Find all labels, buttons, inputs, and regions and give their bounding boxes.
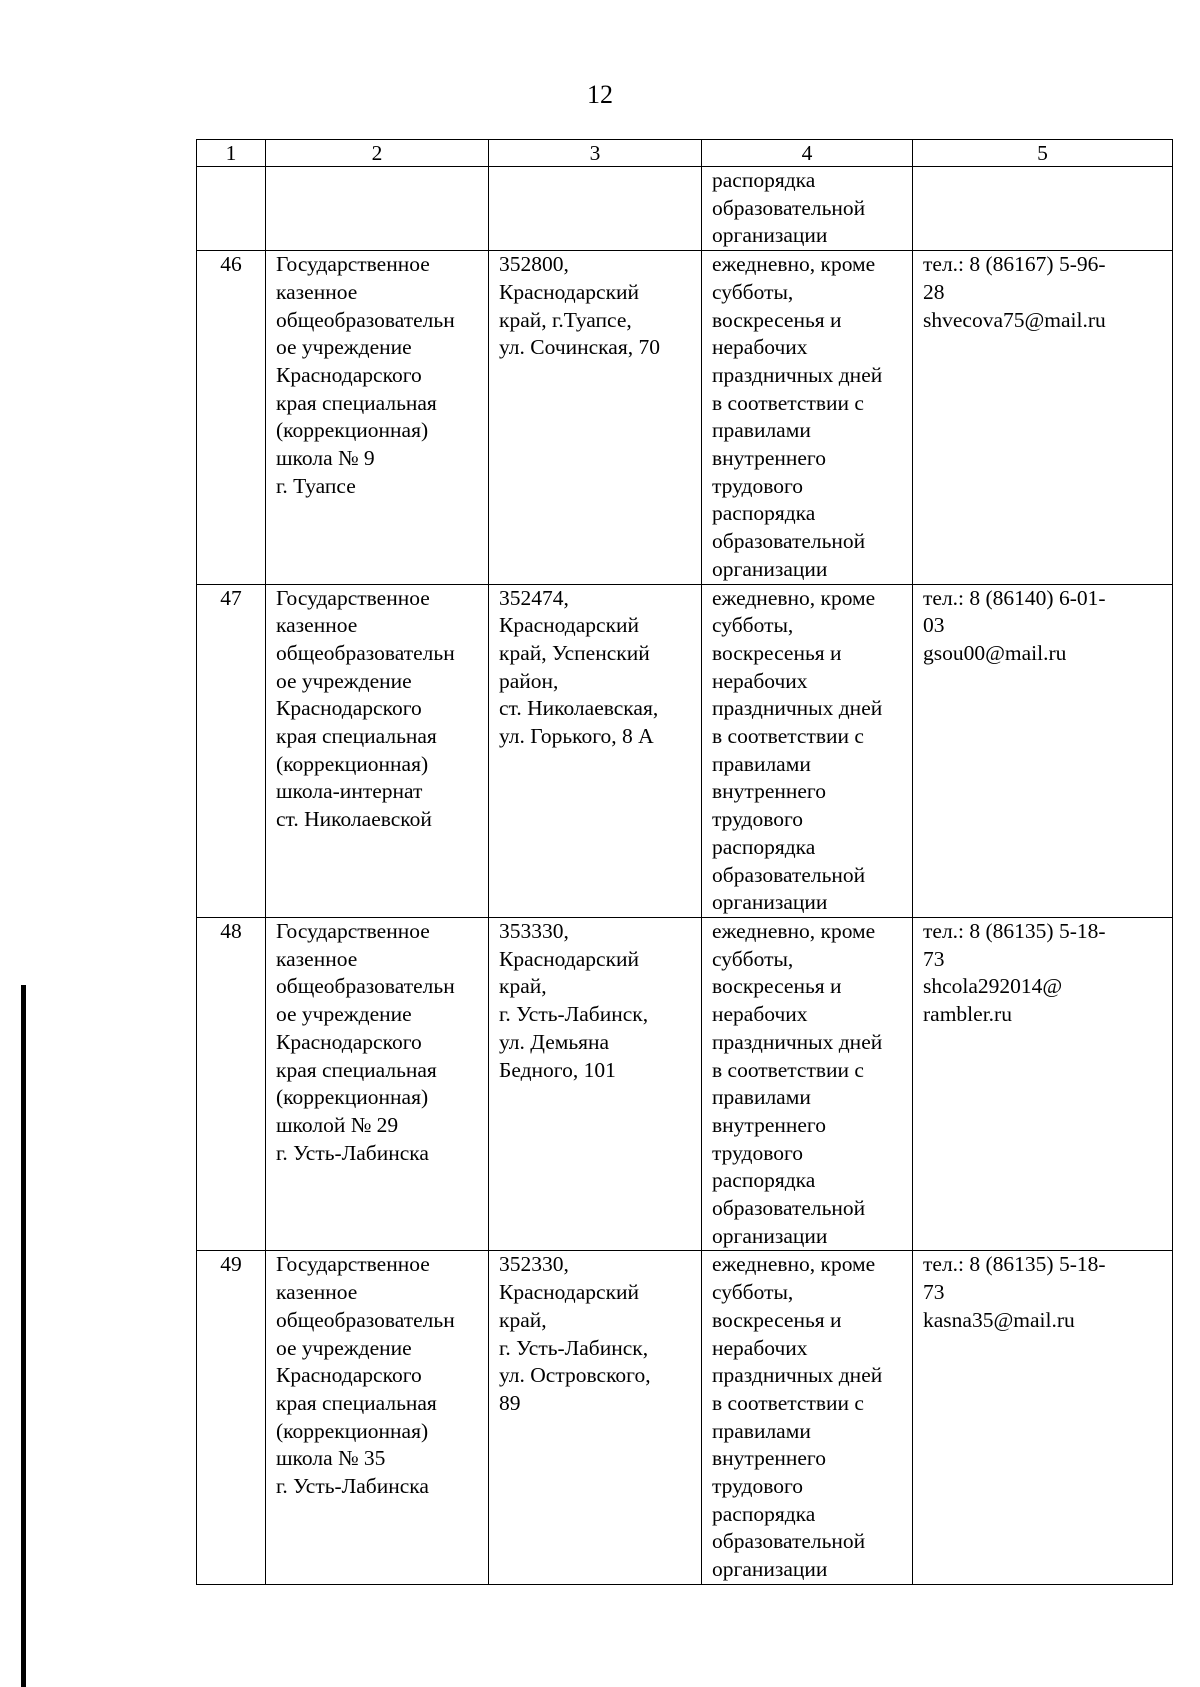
page-number: 12 <box>587 80 613 109</box>
contact-info: тел.: 8 (86135) 5-18- 73 shcola292014@ rambler.ru <box>913 917 1173 1250</box>
column-number-4: 4 <box>702 140 913 167</box>
contact-info: тел.: 8 (86135) 5-18- 73 kasna35@mail.ru <box>913 1251 1173 1584</box>
column-number-3: 3 <box>489 140 702 167</box>
row-number: 48 <box>197 917 266 1250</box>
institution-address: 352330, Краснодарский край, г. Усть-Лабинск, ул. Островского, 89 <box>489 1251 702 1584</box>
row-number: 49 <box>197 1251 266 1584</box>
working-schedule: ежедневно, кроме субботы, воскресенья и нерабочих праздничных дней в соответствии с правилами внутреннего трудового распорядка образовательной организации <box>702 917 913 1250</box>
contact-info: тел.: 8 (86167) 5-96- 28 shvecova75@mail.ru <box>913 251 1173 584</box>
cell-schedule: распорядка образовательной организации <box>702 167 913 251</box>
table-header-row <box>197 140 1173 167</box>
continuation-row <box>197 167 1173 251</box>
table-row <box>197 251 1173 584</box>
row-number: 46 <box>197 251 266 584</box>
scan-edge-bar <box>21 985 26 1687</box>
cell-contacts <box>913 167 1173 251</box>
column-number-1: 1 <box>197 140 266 167</box>
institution-name: Государственное казенное общеобразовательн ое учреждение Краснодарского края специальная (коррекционная) школа-интернат ст. Николаевской <box>266 584 489 917</box>
cell-address <box>489 167 702 251</box>
table-row <box>197 1251 1173 1584</box>
contact-info: тел.: 8 (86140) 6-01- 03 gsou00@mail.ru <box>913 584 1173 917</box>
institution-name: Государственное казенное общеобразовательн ое учреждение Краснодарского края специальная (коррекционная) школой № 29 г. Усть-Лабинска <box>266 917 489 1250</box>
institutions-table <box>196 139 1173 1585</box>
institution-address: 352800, Краснодарский край, г.Туапсе, ул. Сочинская, 70 <box>489 251 702 584</box>
column-number-5: 5 <box>913 140 1173 167</box>
institution-name: Государственное казенное общеобразовательн ое учреждение Краснодарского края специальная (коррекционная) школа № 35 г. Усть-Лабинска <box>266 1251 489 1584</box>
working-schedule: ежедневно, кроме субботы, воскресенья и нерабочих праздничных дней в соответствии с правилами внутреннего трудового распорядка образовательной организации <box>702 1251 913 1584</box>
working-schedule: ежедневно, кроме субботы, воскресенья и нерабочих праздничных дней в соответствии с правилами внутреннего трудового распорядка образовательной организации <box>702 584 913 917</box>
cell-name <box>266 167 489 251</box>
working-schedule: ежедневно, кроме субботы, воскресенья и нерабочих праздничных дней в соответствии с правилами внутреннего трудового распорядка образовательной организации <box>702 251 913 584</box>
table-row <box>197 584 1173 917</box>
table-row <box>197 917 1173 1250</box>
column-number-2: 2 <box>266 140 489 167</box>
institution-address: 352474, Краснодарский край, Успенский район, ст. Николаевская, ул. Горького, 8 А <box>489 584 702 917</box>
institution-address: 353330, Краснодарский край, г. Усть-Лабинск, ул. Демьяна Бедного, 101 <box>489 917 702 1250</box>
row-number: 47 <box>197 584 266 917</box>
cell-num <box>197 167 266 251</box>
institution-name: Государственное казенное общеобразовательн ое учреждение Краснодарского края специальная (коррекционная) школа № 9 г. Туапсе <box>266 251 489 584</box>
